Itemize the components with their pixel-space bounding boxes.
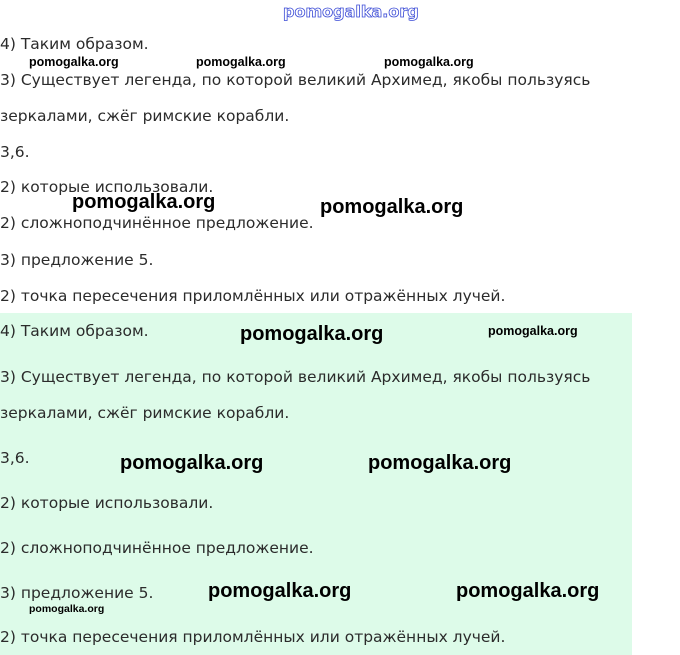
watermark: pomogalka.org	[456, 580, 600, 602]
watermark-top: pomogalka.org	[283, 2, 419, 21]
watermark: pomogalka.org	[320, 196, 464, 218]
answer-line: 3) предложение 5.	[0, 251, 154, 269]
answer-line: 4) Таким образом.	[0, 35, 149, 53]
answer-line: 3) Существует легенда, по которой великий Архимед, якобы пользуясь	[0, 368, 591, 386]
answer-line: 2) которые использовали.	[0, 494, 214, 512]
watermark: pomogalka.org	[120, 452, 264, 474]
answer-line: 4) Таким образом.	[0, 322, 149, 340]
answer-line: 3,6.	[0, 143, 30, 161]
watermark: pomogalka.org	[29, 603, 105, 615]
watermark: pomogalka.org	[29, 55, 119, 69]
answer-line: 3) Существует легенда, по которой великий Архимед, якобы пользуясь	[0, 71, 591, 89]
watermark: pomogalka.org	[72, 191, 216, 213]
watermark: pomogalka.org	[368, 452, 512, 474]
answer-line: зеркалами, сжёг римские корабли.	[0, 107, 290, 125]
watermark: pomogalka.org	[488, 324, 578, 338]
answer-line: 3,6.	[0, 449, 30, 467]
answer-line: 2) точка пересечения приломлённых или отражённых лучей.	[0, 628, 506, 646]
answer-line: 2) сложноподчинённое предложение.	[0, 214, 314, 232]
answer-line: зеркалами, сжёг римские корабли.	[0, 404, 290, 422]
watermark: pomogalka.org	[196, 55, 286, 69]
answer-line: 2) которые использовали.	[0, 178, 214, 196]
watermark: pomogalka.org	[208, 580, 352, 602]
answer-line: 2) точка пересечения приломлённых или отражённых лучей.	[0, 287, 506, 305]
answer-line: 2) сложноподчинённое предложение.	[0, 539, 314, 557]
watermark: pomogalka.org	[240, 323, 384, 345]
watermark: pomogalka.org	[384, 55, 474, 69]
answer-line: 3) предложение 5.	[0, 584, 154, 602]
